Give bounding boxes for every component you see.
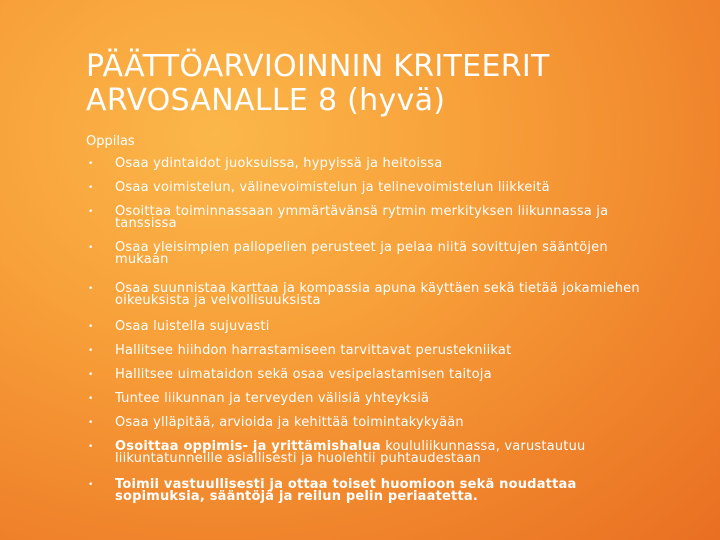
bullet-dot: •: [88, 370, 94, 380]
title-line-1: PÄÄTTÖARVIOINNIN KRITEERIT: [86, 49, 550, 84]
list-item-text: Hallitsee hiihdon harrastamiseen tarvittavat perustekniikat: [115, 343, 512, 358]
list-item: [86, 321, 646, 333]
list-item: [86, 206, 646, 230]
bullet-dot: •: [88, 442, 94, 452]
list-item-text: Osaa ylläpitää, arvioida ja kehittää toimintakykyään: [115, 415, 464, 430]
bullet-dot: •: [88, 322, 94, 332]
list-item: [86, 441, 646, 465]
list-item-bold-text: Osoittaa oppimis- ja yrittämishalua: [115, 439, 381, 454]
list-item: [86, 182, 646, 194]
list-item-rest-text: koululiikunnassa, varustautuu liikuntatunneille asiallisesti ja huolehtii puhtaudestaan: [115, 439, 586, 466]
list-item: [86, 393, 646, 405]
list-item: [86, 479, 646, 503]
list-item: [86, 242, 646, 266]
list-item-text: Osaa ydintaidot juoksuissa, hypyissä ja heitoissa: [115, 156, 443, 171]
bullet-dot: •: [88, 480, 94, 490]
list-item-text: Tuntee liikunnan ja terveyden välisiä yhteyksiä: [115, 391, 430, 406]
list-item-text: Osaa voimistelun, välinevoimistelun ja telinevoimistelun liikkeitä: [115, 180, 550, 195]
bullet-dot: •: [88, 207, 94, 217]
bullet-dot: •: [88, 159, 94, 169]
list-item-text: Osaa suunnistaa karttaa ja kompassia apuna käyttäen sekä tietää jokamiehen oikeuksista ja velvollisuuksista: [115, 281, 640, 308]
bullet-dot: •: [88, 183, 94, 193]
list-item-text: Hallitsee uimataidon sekä osaa vesipelastamisen taitoja: [115, 367, 492, 382]
bullet-dot: •: [88, 243, 94, 253]
list-item: [86, 369, 646, 381]
bullet-dot: •: [88, 394, 94, 404]
bullet-dot: •: [88, 284, 94, 294]
intro-label: Oppilas: [86, 134, 135, 149]
list-item-text: [115, 441, 646, 465]
list-item: [86, 417, 646, 429]
bullet-dot: •: [88, 418, 94, 428]
list-item: [86, 283, 646, 307]
title-line-2: ARVOSANALLE 8 (hyvä): [86, 83, 446, 118]
bullet-dot: •: [88, 346, 94, 356]
list-item-text: Toimii vastuullisesti ja ottaa toiset huomioon sekä noudattaa sopimuksia, sääntöjä ja reilun pelin periaatetta.: [115, 477, 577, 504]
list-item: [86, 158, 646, 170]
list-item-text: Osaa yleisimpien pallopelien perusteet ja pelaa niitä sovittujen sääntöjen mukaan: [115, 240, 608, 267]
list-item-text: Osaa luistella sujuvasti: [115, 319, 270, 334]
slide-title: [86, 50, 686, 118]
list-item: [86, 345, 646, 357]
list-item-text: Osoittaa toiminnassaan ymmärtävänsä rytmin merkityksen liikunnassa ja tanssissa: [115, 204, 609, 231]
